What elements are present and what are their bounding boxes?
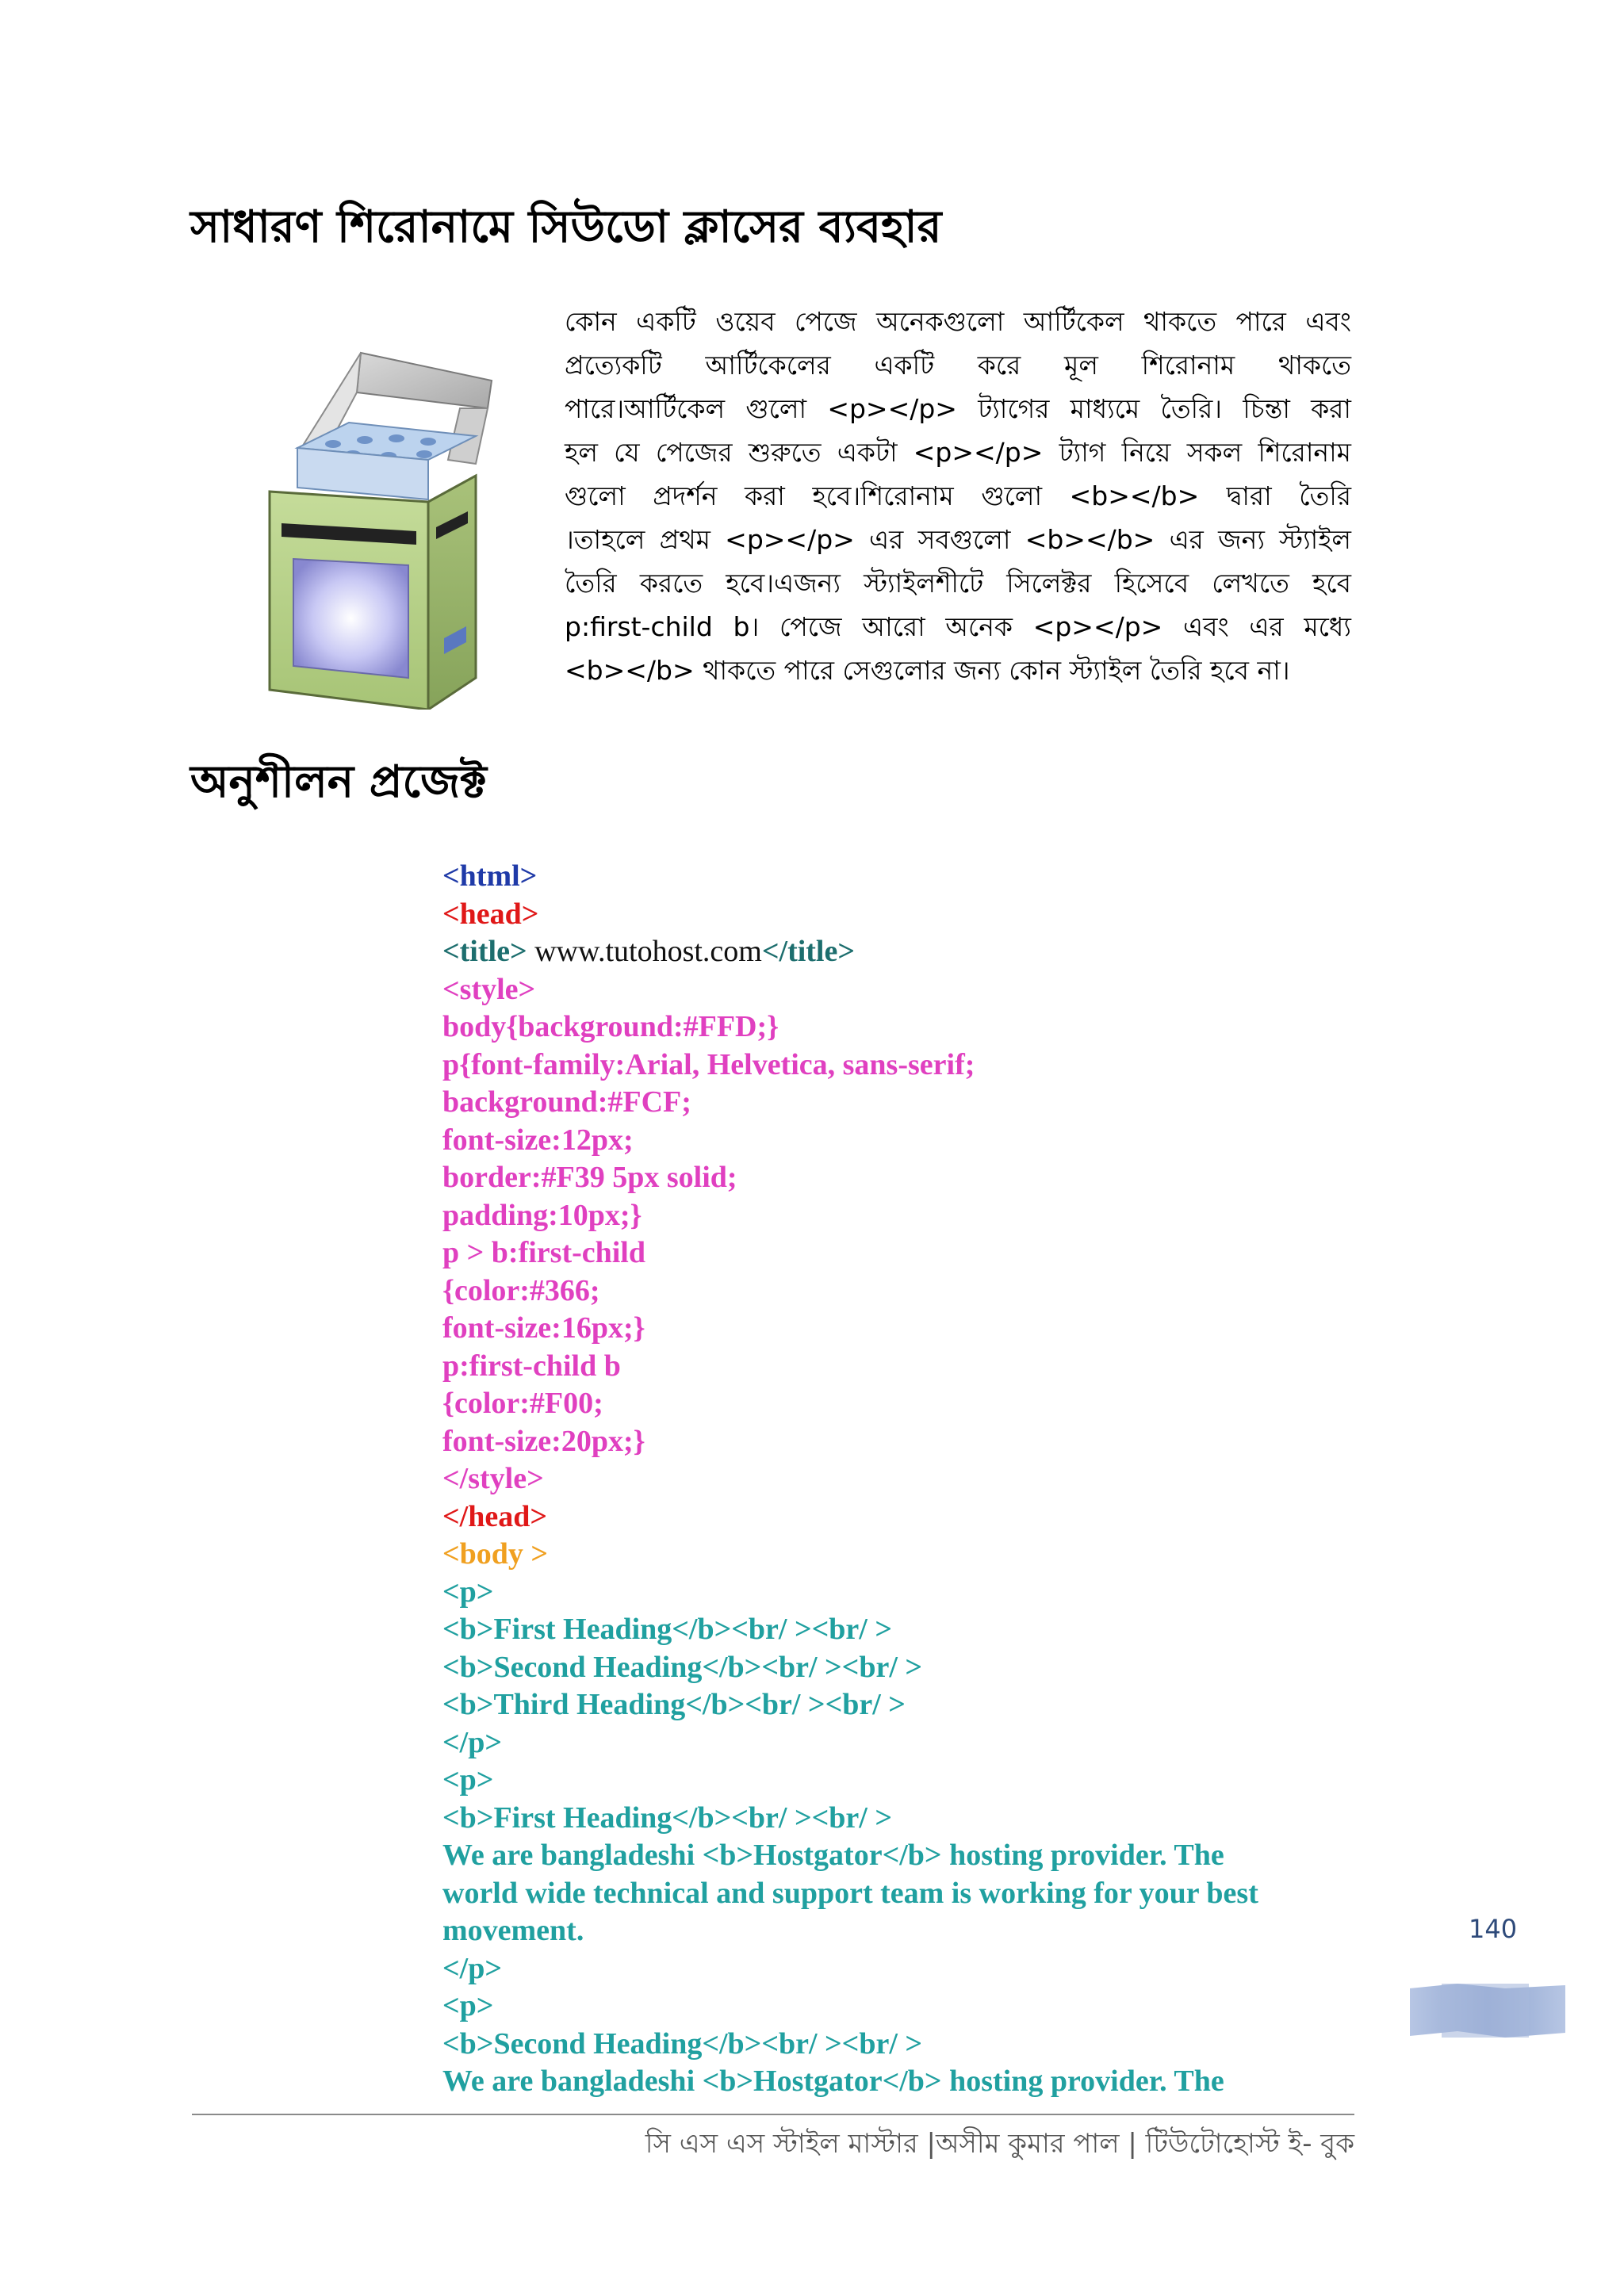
code-token: <b>First Heading</b><br/ ><br/ > — [442, 1800, 892, 1835]
code-token: movement. — [442, 1914, 584, 1947]
code-line — [442, 1234, 1362, 1272]
section-heading: সাধারণ শিরোনামে সিউডো ক্লাসের ব্যবহার — [190, 201, 942, 253]
code-token: <b>Second Heading</b><br/ ><br/ > — [442, 2026, 923, 2061]
code-line — [442, 2063, 1362, 2101]
code-line — [442, 971, 1362, 1009]
code-line — [442, 1272, 1362, 1311]
code-token: <body > — [442, 1537, 549, 1571]
code-line — [442, 1574, 1362, 1612]
code-line — [442, 896, 1362, 934]
code-token: font-size:20px;} — [442, 1424, 645, 1458]
code-token: <b>Third Heading</b><br/ ><br/ > — [442, 1688, 906, 1721]
page-tab-decoration — [1410, 1980, 1565, 2041]
code-token: </head> — [442, 1499, 547, 1533]
intro-line: প্রত্যেকটি আর্টিকেলের একটি করে মূল শিরোনাম থাকতে — [565, 350, 1351, 381]
code-token: www.tutohost.com — [527, 935, 762, 968]
code-token: <p> — [442, 1763, 494, 1797]
code-line — [442, 1800, 1362, 1838]
code-token: </p> — [442, 1725, 502, 1759]
code-line — [442, 933, 1362, 971]
code-token: <b>First Heading</b><br/ ><br/ > — [442, 1613, 892, 1646]
code-token: <html> — [442, 859, 538, 893]
code-token: <b>Second Heading</b><br/ ><br/ > — [442, 1650, 923, 1684]
code-token: body{background:#FFD;} — [442, 1010, 779, 1043]
intro-line: p:first-child b। পেজে আরো অনেক <p></p> এবং এর মধ্যে — [565, 611, 1351, 642]
code-line — [442, 1837, 1362, 1875]
code-line — [442, 1084, 1362, 1122]
code-token: {color:#F00; — [442, 1387, 603, 1420]
code-token: We are bangladeshi <b>Hostgator</b> hosting provider. The — [442, 2064, 1224, 2098]
code-line — [442, 1950, 1362, 1988]
code-line — [442, 2026, 1362, 2064]
code-token: <style> — [442, 972, 536, 1006]
code-line — [442, 1611, 1362, 1649]
code-token: We are bangladeshi <b>Hostgator</b> hosting provider. The — [442, 1839, 1224, 1872]
code-listing — [442, 858, 1362, 2101]
intro-line: তৈরি করতে হবে।এজন্য স্ট্যাইলশীটে সিলেক্টর হিসেবে লেখতে হবে — [565, 568, 1351, 599]
code-line — [442, 1536, 1362, 1574]
code-line — [442, 1122, 1362, 1160]
code-token: p > b:first-child — [442, 1236, 645, 1269]
footer-text: সি এস এস স্টাইল মাস্টার |অসীম কুমার পাল | টিউটোহোস্ট ই- বুক — [645, 2128, 1354, 2160]
code-token: padding:10px;} — [442, 1198, 642, 1232]
intro-paragraph — [565, 300, 1351, 692]
software-box-icon — [238, 329, 500, 710]
code-token: world wide technical and support team is working for your best — [442, 1876, 1258, 1910]
code-token: <head> — [442, 897, 539, 931]
page-number: 140 — [1469, 1914, 1518, 1944]
practice-heading: অনুশীলন প্রজেক্ট — [190, 756, 487, 808]
intro-line: হল যে পেজের শুরুতে একটা <p></p> ট্যাগ নিয়ে সকল শিরোনাম — [565, 437, 1351, 468]
code-line — [442, 858, 1362, 896]
code-line — [442, 1385, 1362, 1423]
code-token: font-size:16px;} — [442, 1311, 645, 1345]
intro-line: কোন একটি ওয়েব পেজে অনেকগুলো আর্টিকেল থাকতে পারে এবং — [565, 306, 1351, 337]
code-token: p:first-child b — [442, 1349, 621, 1383]
intro-line: গুলো প্রদর্শন করা হবে।শিরোনাম গুলো <b></b> দ্বারা তৈরি — [565, 480, 1351, 511]
code-line — [442, 1197, 1362, 1235]
code-line — [442, 1423, 1362, 1461]
code-line — [442, 1047, 1362, 1085]
code-token: p{font-family:Arial, Helvetica, sans-serif; — [442, 1047, 975, 1081]
intro-line: <b></b> থাকতে পারে সেগুলোর জন্য কোন স্ট্যাইল তৈরি হবে না। — [565, 655, 1290, 686]
code-token: <p> — [442, 1575, 494, 1609]
code-line — [442, 1649, 1362, 1687]
footer-rule — [192, 2114, 1354, 2115]
code-line — [442, 1348, 1362, 1386]
code-token: </p> — [442, 1951, 502, 1985]
code-token: <p> — [442, 1989, 494, 2022]
code-token: </style> — [442, 1462, 544, 1495]
code-line — [442, 1762, 1362, 1800]
code-line — [442, 1988, 1362, 2026]
code-line — [442, 1310, 1362, 1348]
code-line — [442, 1008, 1362, 1047]
code-token: font-size:12px; — [442, 1123, 634, 1157]
code-token: border:#F39 5px solid; — [442, 1161, 737, 1194]
code-line — [442, 1159, 1362, 1197]
code-line — [442, 1875, 1362, 1913]
code-line — [442, 1686, 1362, 1724]
code-token: </title> — [761, 935, 856, 968]
code-token: {color:#366; — [442, 1273, 600, 1307]
code-line — [442, 1498, 1362, 1536]
code-token: <title> — [442, 935, 527, 968]
intro-line: পারে।আর্টিকেল গুলো <p></p> ট্যাগের মাধ্যমে তৈরি। চিন্তা করা — [565, 393, 1351, 424]
intro-line: ।তাহলে প্রথম <p></p> এর সবগুলো <b></b> এর জন্য স্ট্যাইল — [565, 524, 1351, 555]
code-line — [442, 1460, 1362, 1498]
code-line — [442, 1912, 1362, 1950]
code-token: background:#FCF; — [442, 1085, 691, 1119]
code-line — [442, 1724, 1362, 1762]
